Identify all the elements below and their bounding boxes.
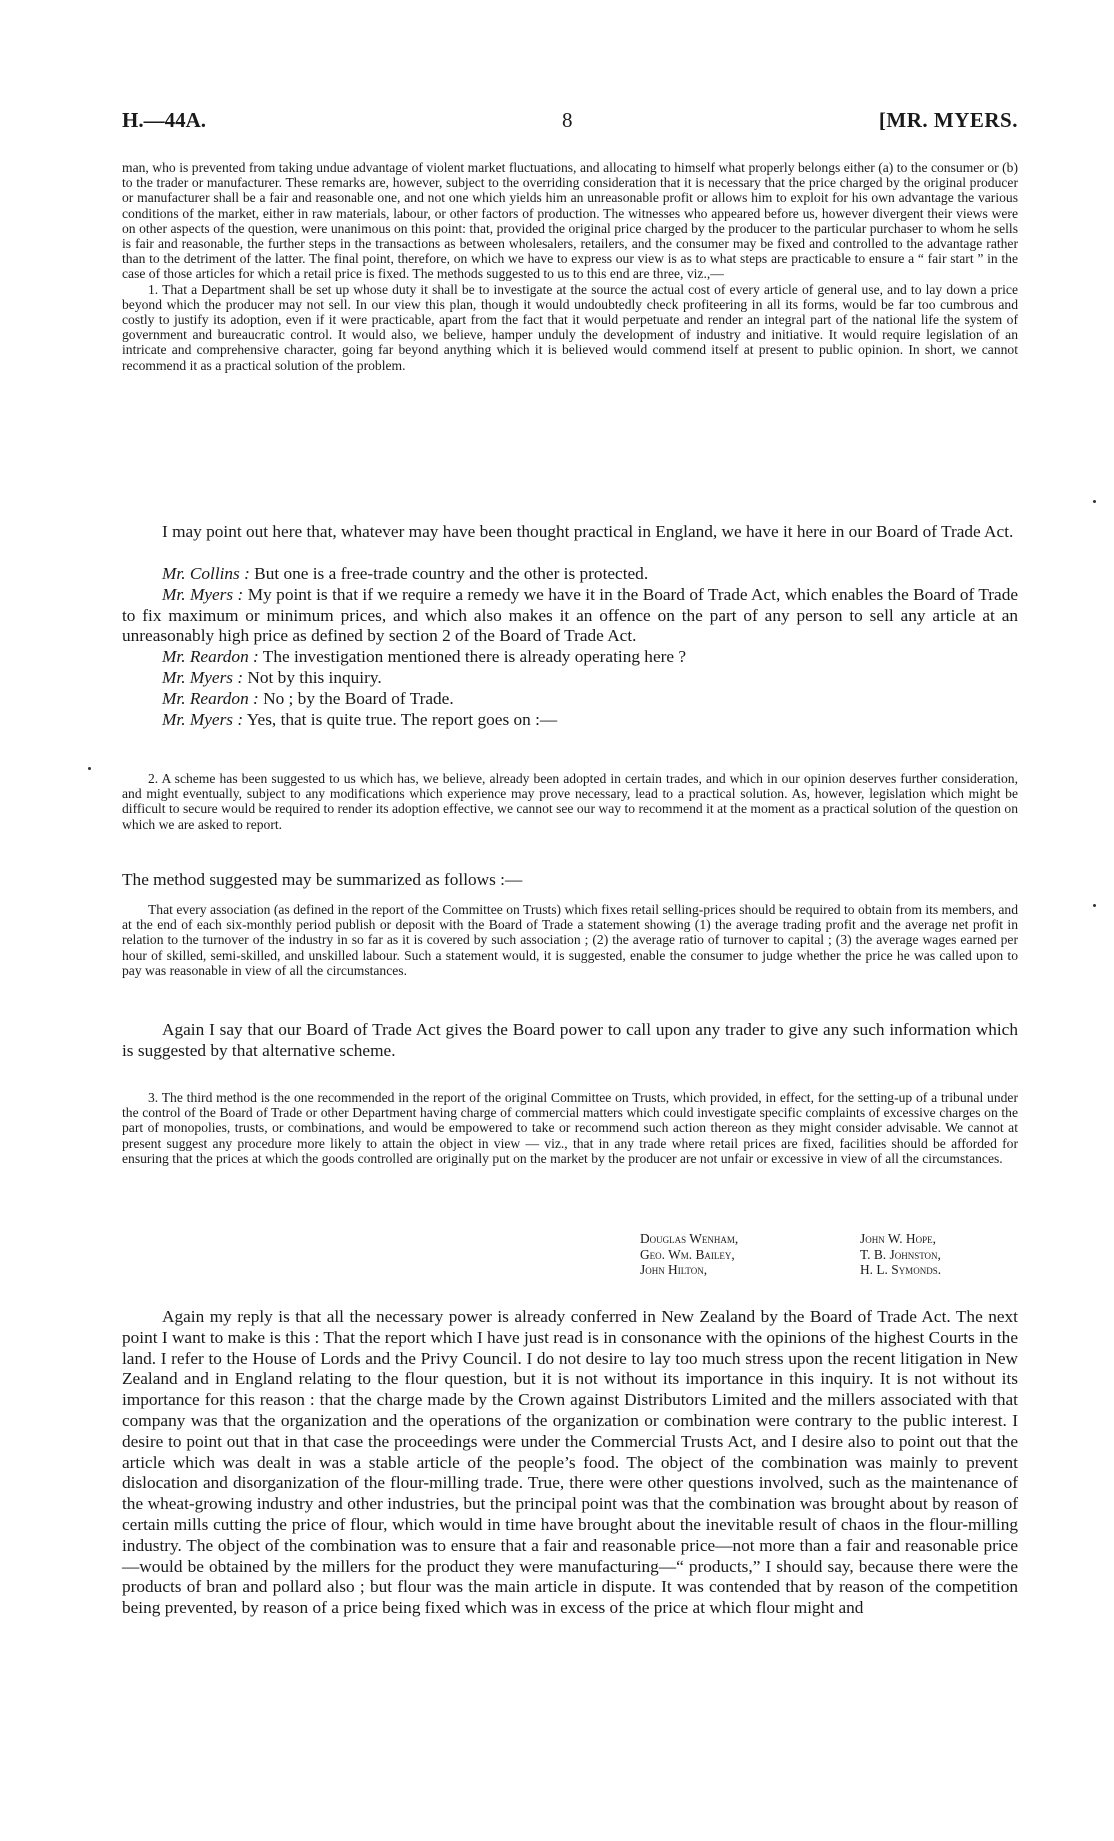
scan-speck — [1093, 500, 1096, 503]
scan-speck — [1093, 904, 1096, 907]
dialogue-text: The investigation mentioned there is already operating here ? — [258, 647, 687, 667]
dialogue-line — [122, 564, 1018, 585]
signatory-name: Douglas Wenham, — [640, 1231, 739, 1246]
quote-paragraph-method-1: 1. That a Department shall be set up whose duty it shall be to investigate at the source the actual cost of every article of general use, and to lay down a price beyond which the producer may not sell. In our view this plan, though it would undoubtedly check profiteering in all its forms, would be far too cumbrous and costly to justify its adoption, even if it were practicable, apart from the fact that it would perpetuate and render an integral part of the national life the system of government and bureaucratic control. It would also, we believe, hamper unduly the development of industry and initiative. It would require legislation of an intricate and comprehensive character, going far beyond anything which it is believed would commend itself at present to public opinion. In short, we cannot recommend it as a practical solution of the problem. — [122, 281, 1018, 373]
dialogue-line — [122, 710, 1018, 731]
signatory-name: John Hilton, — [640, 1262, 708, 1277]
signatory-name: H. L. Symonds. — [860, 1262, 942, 1277]
speech-paragraph: I may point out here that, whatever may have been thought practical in England, we have it here in our Board of Trade Act. — [162, 522, 1014, 541]
signatories-right — [860, 1231, 941, 1278]
method-intro-block — [122, 870, 1018, 891]
quote-paragraph: man, who is prevented from taking undue advantage of violent market fluctuations, and allocating to himself what properly belongs either (a) to the consumer or (b) to the trader or manufacturer. These remarks are, however, subject to the overriding consideration that it is necessary that the price charged by the original producer or manufacturer shall be a fair and reasonable one, and not one which yields him an unreasonable profit or allows him to exploit for his own advantage the various conditions of the market, either in raw materials, labour, or other factors of production. The witnesses who appeared before us, however divergent their views were on other aspects of the question, were unanimous on this point: that, provided the original price charged by the producer to the particular purchaser to whom he sells is fair and reasonable, the further steps in the transactions as between wholesalers, retailers, and the consumer may be fixed and controlled to the advantage rather than to the detriment of the latter. The final point, therefore, on which we have to express our view is as to what steps are practicable to ensure a “ fair start ” in the case of those articles for which a retail price is fixed. The methods suggested to us to this end are three, viz.,— — [122, 160, 1018, 282]
signatory-name: John W. Hope, — [860, 1231, 936, 1246]
speech-block-1 — [122, 522, 1018, 543]
signatory-name: Geo. Wm. Bailey, — [640, 1246, 735, 1262]
signatories-left — [640, 1231, 738, 1278]
page-header — [122, 108, 1018, 138]
dialogue-line — [122, 647, 1018, 668]
dialogue-block — [122, 564, 1018, 730]
scan-speck — [88, 767, 91, 770]
method-intro: The method suggested may be summarized as follows :— — [122, 870, 523, 889]
report-quote-block-1 — [122, 160, 1018, 373]
document-reference: H.—44A. — [122, 108, 206, 132]
speech-block-2 — [122, 1020, 1018, 1062]
report-quote-block-2 — [122, 771, 1018, 832]
speaker-name: Mr. Reardon : — [162, 647, 259, 667]
quote-paragraph-method-3: 3. The third method is the one recommended in the report of the original Committee on Trusts, which provided, in effect, for the setting-up of a tribunal under the control of the Board of Trade or other Department having charge of commercial matters which could investigate specific complaints of excessive charges on the part of monopolies, trusts, or combinations, and would be empowered to take or recommend such action thereon as they might consider advisable. We cannot at present suggest any procedure more likely to attain the object in view — viz., that in any trade where retail prices are fixed, facilities should be afforded for ensuring that the prices at which the goods controlled are originally put on the market by the producer are not unfair or excessive in view of all the circumstances. — [122, 1090, 1018, 1166]
signatory-name: T. B. Johnston, — [860, 1246, 941, 1262]
dialogue-text: My point is that if we require a remedy we have it in the Board of Trade Act, which enables the Board of Trade to fix maximum or minimum prices, and which also makes it an offence on the part of any person to sell any article at an unreasonably high price as defined by section 2 of the Board of Trade Act. — [122, 584, 1019, 646]
dialogue-text: Not by this inquiry. — [243, 667, 382, 687]
dialogue-line — [122, 668, 1018, 689]
dialogue-line — [122, 689, 1018, 710]
report-quote-block-4 — [122, 1090, 1018, 1166]
dialogue-text: No ; by the Board of Trade. — [258, 688, 454, 708]
speech-paragraph: Again my reply is that all the necessary power is already conferred in New Zealand by the Board of Trade Act. The next point I want to make is this : That the report which I have just read is in consonance with the opinions of the highest Courts in the land. I refer to the House of Lords and the Privy Council. I do not desire to lay too much stress upon the recent litigation in New Zealand and in England relating to the flour question, but it is not without its importance in this inquiry. It is not without its importance for this reason : that the charge made by the Crown against Distributors Limited and the millers associated with that company was that the organization and the operations of the organization or combination were contrary to the public interest. I desire to point out that in that case the proceedings were under the Commercial Trusts Act, and I desire also to point out that the article which was dealt in was a stable article of the people’s food. The object of the combination was mainly to prevent dislocation and disorganization of the flour-milling trade. True, there were other questions involved, such as the maintenance of the wheat-growing industry and other industries, but the principal point was that the combination was brought about by reason of certain mills cutting the price of flour, which would in time have brought about the inevitable result of chaos in the flour-milling industry. The object of the combination was to ensure that a fair and reasonable price—not more than a fair and reasonable price—would be obtained by the millers for the product they were manufacturing—“ products,” I should say, because there were the products of bran and pollard also ; but flour was the main article in dispute. It was contended that by reason of the competition being prevented, by reason of a price being fixed which was in excess of the price at which flour might and — [122, 1307, 1018, 1618]
speaker-name: Mr. Myers : — [162, 584, 244, 604]
speaker-name: Mr. Collins : — [162, 564, 250, 583]
speaker-tag: [MR. MYERS. — [878, 108, 1018, 132]
speaker-name: Mr. Myers : — [162, 667, 244, 687]
speech-paragraph: Again I say that our Board of Trade Act gives the Board power to call upon any trader to give any such information which is suggested by that alternative scheme. — [122, 1020, 1018, 1060]
quote-paragraph-scheme: That every association (as defined in the report of the Committee on Trusts) which fixes retail selling-prices should be required to obtain from its members, and at the end of each six-monthly period publish or deposit with the Board of Trade a statement showing (1) the average trading profit and the average net profit in relation to the turnover of the industry in so far as it is covered by such association ; (2) the average ratio of turnover to capital ; (3) the average wages earned per hour of skilled, semi-skilled, and unskilled labour. Such a statement would, it is suggested, enable the consumer to judge whether the price he was called upon to pay was reasonable in view of all the circumstances. — [122, 902, 1018, 978]
dialogue-text: But one is a free-trade country and the other is protected. — [249, 564, 649, 583]
speaker-name: Mr. Myers : — [162, 709, 244, 729]
dialogue-text: Yes, that is quite true. The report goes on :— — [243, 709, 558, 729]
speaker-name: Mr. Reardon : — [162, 688, 259, 708]
quote-paragraph-method-2: 2. A scheme has been suggested to us which has, we believe, already been adopted in certain trades, and which in our opinion deserves further consideration, and might eventually, subject to any modifications which experience may prove necessary, lead to a practical solution. As, however, legislation which might be difficult to secure would be required to render its adoption effective, we cannot see our way to recommend it at the moment as a practical solution of the question on which we are asked to report. — [122, 771, 1018, 832]
speech-block-3 — [122, 1307, 1018, 1619]
page-number: 8 — [562, 108, 573, 132]
dialogue-line — [122, 585, 1018, 647]
report-quote-block-3 — [122, 902, 1018, 978]
